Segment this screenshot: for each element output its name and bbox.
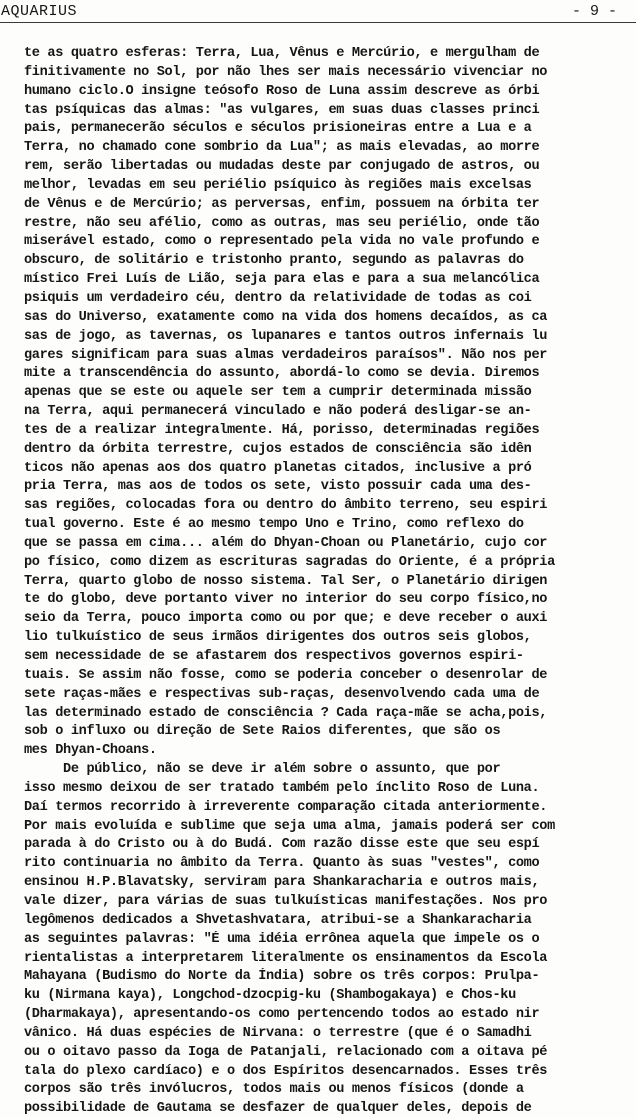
text-line: Mahayana (Budismo do Norte da Índia) sobre os três corpos: Prulpa- [24,969,540,985]
text-line: mes Dhyan-Choans. [24,743,157,759]
text-line: sete raças-mães e respectivas sub-raças, desenvolvendo cada uma de [24,686,540,702]
page-header [0,0,636,23]
text-line: de Vênus e de Mercúrio; as perversas, enfim, possuem na órbita ter [24,196,540,212]
text-line: Daí termos recorrido à irreverente comparação citada anteriormente. [24,799,548,815]
text-line: seio da Terra, pouco importa como ou por que; e deve receber o auxi [24,611,548,627]
body-text [24,45,630,1119]
text-line: (Dharmakaya), apresentando-os como pertencendo todos ao estado nir [24,1007,540,1023]
text-line: humano ciclo.O insigne teósofo Roso de Luna assim descreve as órbi [24,83,540,99]
text-line: sas regiões, colocadas fora ou dentro do âmbito terreno, seu espiri [24,498,548,514]
text-line: pais, permanecerão séculos e séculos prisioneiras entre a Lua e a [24,121,532,137]
text-line: na Terra, aqui permanecerá vinculado e não poderá desligar-se an- [24,404,532,420]
text-line: tuais. Se assim não fosse, como se poderia conceber o desenrolar de [24,667,548,683]
text-line: po físico, como dizem as escrituras sagradas do Oriente, é a própria [24,554,555,570]
text-line: possibilidade de Gautama se desfazer de qualquer deles, depois de [24,1101,532,1117]
text-line: Terra, no chamado cone sombrio da Lua"; as mais elevadas, ao morre [24,140,540,156]
text-line: te as quatro esferas: Terra, Lua, Vênus e Mercúrio, e mergulham de [24,46,540,61]
text-line: tual governo. Este é ao mesmo tempo Uno e Trino, como reflexo do [24,517,524,533]
journal-title: AQUARIUS [1,3,78,20]
text-line: lio tulkuístico de seus irmãos dirigentes dos outros seis globos, [24,630,532,646]
text-line: ku (Nirmana kaya), Longchod-dzocpig-ku (Shambogakaya) e Chos-ku [24,988,516,1004]
text-line: sas do Universo, exatamente como na vida dos homens decaídos, as ca [24,309,548,325]
text-line: melhor, levadas em seu periélio psíquico às regiões mais excelsas [24,177,532,193]
text-line: tes de a realizar integralmente. Há, porisso, determinadas regiões [24,422,540,438]
text-line: tala do plexo cardíaco) e o dos Espíritos desencarnados. Esses três [24,1063,548,1079]
text-line: mite a transcendência do assunto, abordá-lo como se devia. Diremos [24,366,540,382]
text-line: gares significam para suas almas verdadeiros paraísos". Não nos per [24,347,548,363]
text-line: sem necessidade de se afastarem dos respectivos governos espiri- [24,649,524,664]
text-line: dentro da órbita terrestre, cujos estados de consciência são idên [24,441,532,457]
text-line: las determinado estado de consciência ? Cada raça-mãe se acha,pois, [24,705,548,721]
text-line: corpos são três invólucros, todos mais ou menos físicos (donde a [24,1082,524,1098]
text-line: pria Terra, mas aos de todos os sete, visto possuir cada uma des- [24,479,532,495]
text-line: vânico. Há duas espécies de Nirvana: o terrestre (que é o Samadhi [24,1025,532,1041]
text-line: finitivamente no Sol, por não lhes ser mais necessário vivenciar no [24,64,548,80]
text-line: apenas que se este ou aquele ser tem a cumprir determinada missão [24,385,532,401]
text-line: legômenos dedicados a Shvetashvatara, atribui-se a Shankaracharia [24,912,532,928]
text-line: parada à do Cristo ou à do Budá. Com razão disse este que seu espí [24,837,540,853]
text-line: restre, não seu afélio, como as outras, mas seu periélio, onde tão [24,215,540,231]
text-line: que se passa em cima... além do Dhyan-Choan ou Planetário, cujo cor [24,535,548,551]
text-line: as seguintes palavras: "É uma idéia errônea aquela que impele os o [24,931,540,947]
text-line: obscuro, de solitário e tristonho pranto, segundo as palavras do [24,253,524,269]
page-number: - 9 - [572,3,618,20]
text-line: ticos não apenas aos dos quatro planetas citados, inclusive a pró [24,460,532,476]
text-line: rientalistas a interpretarem literalmente os ensinamentos da Escola [24,950,548,966]
text-line: psiquis um verdadeiro céu, dentro da relatividade de todas as coi [24,290,532,306]
text-line: rito continuaria no âmbito da Terra. Quanto às suas "vestes", como [24,856,540,872]
text-line: sob o influxo ou direção de Sete Raios diferentes, que são os [24,724,501,740]
text-line: Terra, quarto globo de nosso sistema. Tal Ser, o Planetário dirigen [24,573,548,589]
text-line: rem, serão libertadas ou mudadas deste par conjugado de astros, ou [24,159,540,175]
text-line: isso mesmo deixou de ser tratado também pelo ínclito Roso de Luna. [24,780,540,796]
text-line: sas de jogo, as tavernas, os lupanares e tantos outros infernais lu [24,328,548,344]
text-line: De público, não se deve ir além sobre o assunto, que por [24,762,501,778]
text-line: te do globo, deve portanto viver no interior do seu corpo físico,no [24,592,548,608]
text-line: tas psíquicas das almas: "as vulgares, em suas duas classes princi [24,102,540,118]
text-line: ensinou H.P.Blavatsky, serviram para Shankaracharia e outros mais, [24,875,540,891]
text-line: místico Frei Luís de Lião, seja para elas e para a sua melancólica [24,272,540,288]
text-line: Por mais evoluída e sublime que seja uma alma, jamais poderá ser com [24,818,555,834]
text-line: miserável estado, como o representado pela vida no vale profundo e [24,234,540,250]
text-line: ou o oitavo passo da Ioga de Patanjali, relacionado com a oitava pé [24,1044,548,1060]
text-line: vale dizer, para várias de suas tulkuísticas manifestações. Nos pro [24,893,548,909]
